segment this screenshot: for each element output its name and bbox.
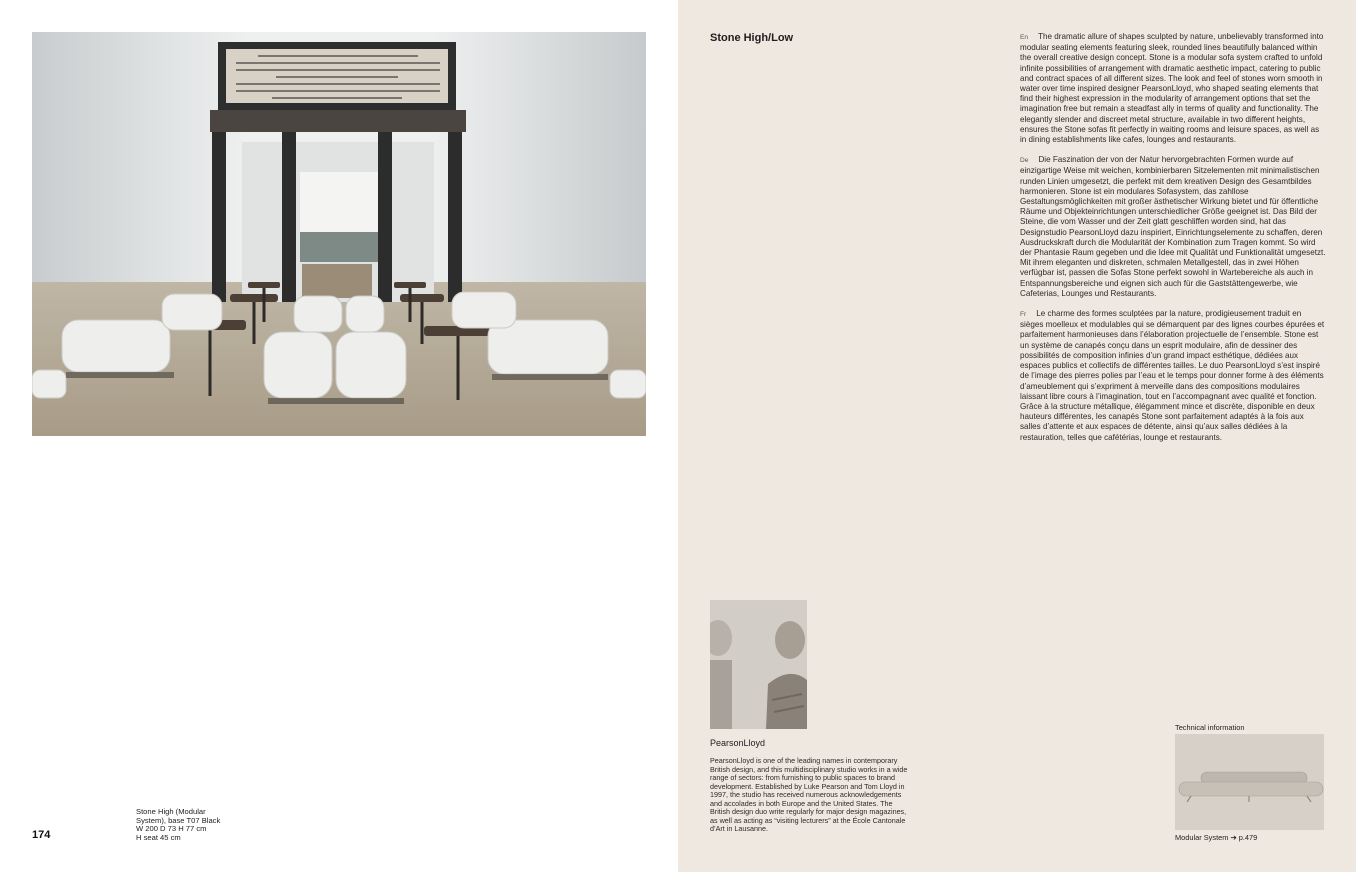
- paragraph-text: The dramatic allure of shapes sculpted by nature, unbelievably transformed into modular seating elements featuring sleek, rounded lines beautifully balanced within the overall creative design concept. Stone is a modular sofa system crafted to unfold infinite possibilities of arrangement with dramatic aesthetic impact, catering to public and contract spaces of all different sizes. The look and feel of stones worn smooth in water over time inspired designer PearsonLloyd, who shaped seating elements that find their highest expression in the modularity of arrangement options that set the imagination free but remain a steadfast ally in terms of quality and functionality. The elegantly slender and discreet metal structure, available in two different heights, ensures the Stone sofas fit perfectly in waiting rooms and leisure spaces, as well as in dining establishments like cafes, lounges and restaurants.: [1020, 32, 1324, 145]
- photo-caption: [136, 808, 256, 842]
- language-tag: De: [1020, 157, 1029, 165]
- designer-portrait: [710, 600, 807, 729]
- product-title: Stone High/Low: [710, 32, 794, 44]
- product-photo: [32, 32, 646, 436]
- technical-sofa-illustration: [1175, 734, 1324, 830]
- description-fr: [1020, 309, 1326, 443]
- paragraph-text: Die Faszination der von der Natur hervorgebrachten Formen wurde auf einzigartige Weise mit weichen, kombinierbaren Sitzelementen mit minimalistischen runden Linien umgesetzt, die perfekt mit dem kreativen Design des Gesamtbildes harmonieren. Stone ist ein modulares Sofasystem, das zahllose Gestaltungsmöglichkeiten mit großer ästhetischer Wirkung bietet und für öffentliche Räume und Objekteinrichtungen unterschiedlicher Größe geeignet ist. Das Bild der Steine, die vom Wasser und der Zeit glatt geschliffen worden sind, hat das Designstudio PearsonLloyd dazu inspiriert, Einrichtungselemente zu schaffen, deren Ausdruckskraft durch die Modularität der Kombination zum Tragen kommt. So wird der Phantasie Raum gegeben und die Idee mit Qualität und Funktionalität umgesetzt. Mit ihrem eleganten und diskreten, schmalen Metallgestell, das in zwei Höhen verfügbar ist, passen die Sofas Stone perfekt sowohl in Wartebereiche als auch in Entspannungsbereiche und eignen sich auch für die Gaststättengewerbe, wie Cafeterias, Lounges und Restaurants.: [1020, 155, 1326, 298]
- caption-line: System), base T07 Black: [136, 815, 221, 825]
- description-column: [1020, 32, 1326, 453]
- paragraph-text: Le charme des formes sculptées par la nature, prodigieusement traduit en sièges moelleux et modulables qui se démarquent par des lignes courbes épurées et parfaitement harmonieuses dans l’élaboration projectuelle de l’ensemble. Stone est un système de canapés conçu dans un esprit modulaire, afin de dessiner des possibilités de composition infinies d’un grand impact esthétique, dédiées aux espaces publics et collectifs de différentes tailles. Le duo PearsonLloyd s’est inspiré de l’image des pierres polies par l’eau et le temps pour donner forme à des éléments d’ameublement qui s’expriment à merveille dans des compositions modulaires laissant libre cours à l’imagination, tout en l’accompagnant avec qualité et fonction. Grâce à la structure métallique, élégamment mince et discrète, disponible en deux hauteurs différentes, les canapés Stone sont parfaitement adaptés à la fois aux salles d’attente et aux espaces de détente, ainsi qu’aux salles dédiées à la restauration, telles que cafétérias, lounge et restaurants.: [1020, 309, 1325, 442]
- language-tag: En: [1020, 34, 1029, 41]
- right-page: [678, 0, 1356, 872]
- modular-system-link[interactable]: Modular System ➔ p.479: [1175, 833, 1258, 842]
- technical-sofa-image: [1175, 734, 1324, 830]
- description-de: [1020, 155, 1326, 299]
- caption-line: Stone High (Modular: [136, 807, 206, 816]
- description-en: [1020, 32, 1326, 145]
- technical-info-label: Technical information: [1175, 723, 1245, 732]
- caption-line: W 200 D 73 H 77 cm: [136, 824, 207, 834]
- designer-portrait-illustration: [710, 600, 807, 729]
- designer-bio: PearsonLloyd is one of the leading names in contemporary British design, and this multidisciplinary studio works in a wide range of sectors: from furnishing to public spaces to brand development. Established by Luke Pearson and Tom Lloyd in 1997, the studio has received numerous acknowledgements and accolades in both Europe and the United States. The British design duo write regularly for major design magazines, as well as acting as “visiting lecturers” at the École Cantonale d’Art in Lausanne.: [710, 756, 908, 833]
- caption-line: H seat 45 cm: [136, 832, 181, 842]
- language-tag: Fr: [1020, 311, 1027, 319]
- page-number: 174: [32, 829, 51, 841]
- product-photo-illustration: [32, 32, 646, 436]
- designer-name: PearsonLloyd: [710, 738, 766, 748]
